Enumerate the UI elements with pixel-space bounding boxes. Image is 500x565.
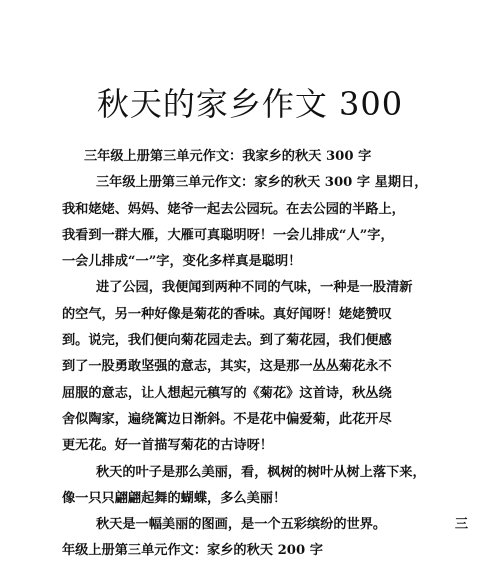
paragraph-1-line-2: 我和姥姥、妈妈、姥爷一起去公园玩。在去公园的半路上， [62,201,405,217]
paragraph-1-line-1: 三年级上册第三单元作文：家乡的秋天 300 字 星期日， [96,175,428,191]
paragraph-4-text: 秋天是一幅美丽的图画，是一个五彩缤纷的世界。 [96,517,387,533]
article-body [62,144,468,565]
page-title: 秋天的家乡作文 300 [96,85,404,123]
paragraph-3-line-2: 像一只只翩翩起舞的蝴蝶，多么美丽！ [62,490,287,506]
paragraph-2-line-2: 的空气，另一种好像是菊花的香味。真好闻呀！姥姥赞叹 [62,306,392,322]
paragraph-3-line-1: 秋天的叶子是那么美丽，看，枫树的树叶从树上落下来， [96,464,426,480]
article-heading: 三年级上册第三单元作文：我家乡的秋天 300 字 [84,149,372,164]
paragraph-2-line-5: 屈服的意志，让人想起元稹写的《菊花》这首诗，秋丛绕 [62,385,392,401]
paragraph-2-line-7: 更无花。好一首描写菊花的古诗呀！ [62,438,273,454]
paragraph-4-trailing-text: 三 [454,517,468,533]
paragraph-2-line-4: 到了一股勇敢坚强的意志，其实，这是那一丛丛菊花永不 [62,359,392,375]
paragraph-1-line-3: 我看到一群大雁，大雁可真聪明呀！一会儿排成“人”字， [62,227,394,243]
paragraph-1-line-4: 一会儿排成“一”字，变化多样真是聪明！ [62,254,302,270]
paragraph-2-line-6: 舍似陶家，遍绕篱边日渐斜。不是花中偏爱菊，此花开尽 [62,411,392,427]
paragraph-4-line-2: 年级上册第三单元作文：家乡的秋天 200 字 [62,543,323,559]
paragraph-2-line-3: 到。说完，我们便向菊花园走去。到了菊花园，我们便感 [62,333,392,349]
paragraph-2-line-1: 进了公园，我便闻到两种不同的气味，一种是一股清新 [96,280,413,296]
paragraph-4-line-1 [62,512,468,538]
